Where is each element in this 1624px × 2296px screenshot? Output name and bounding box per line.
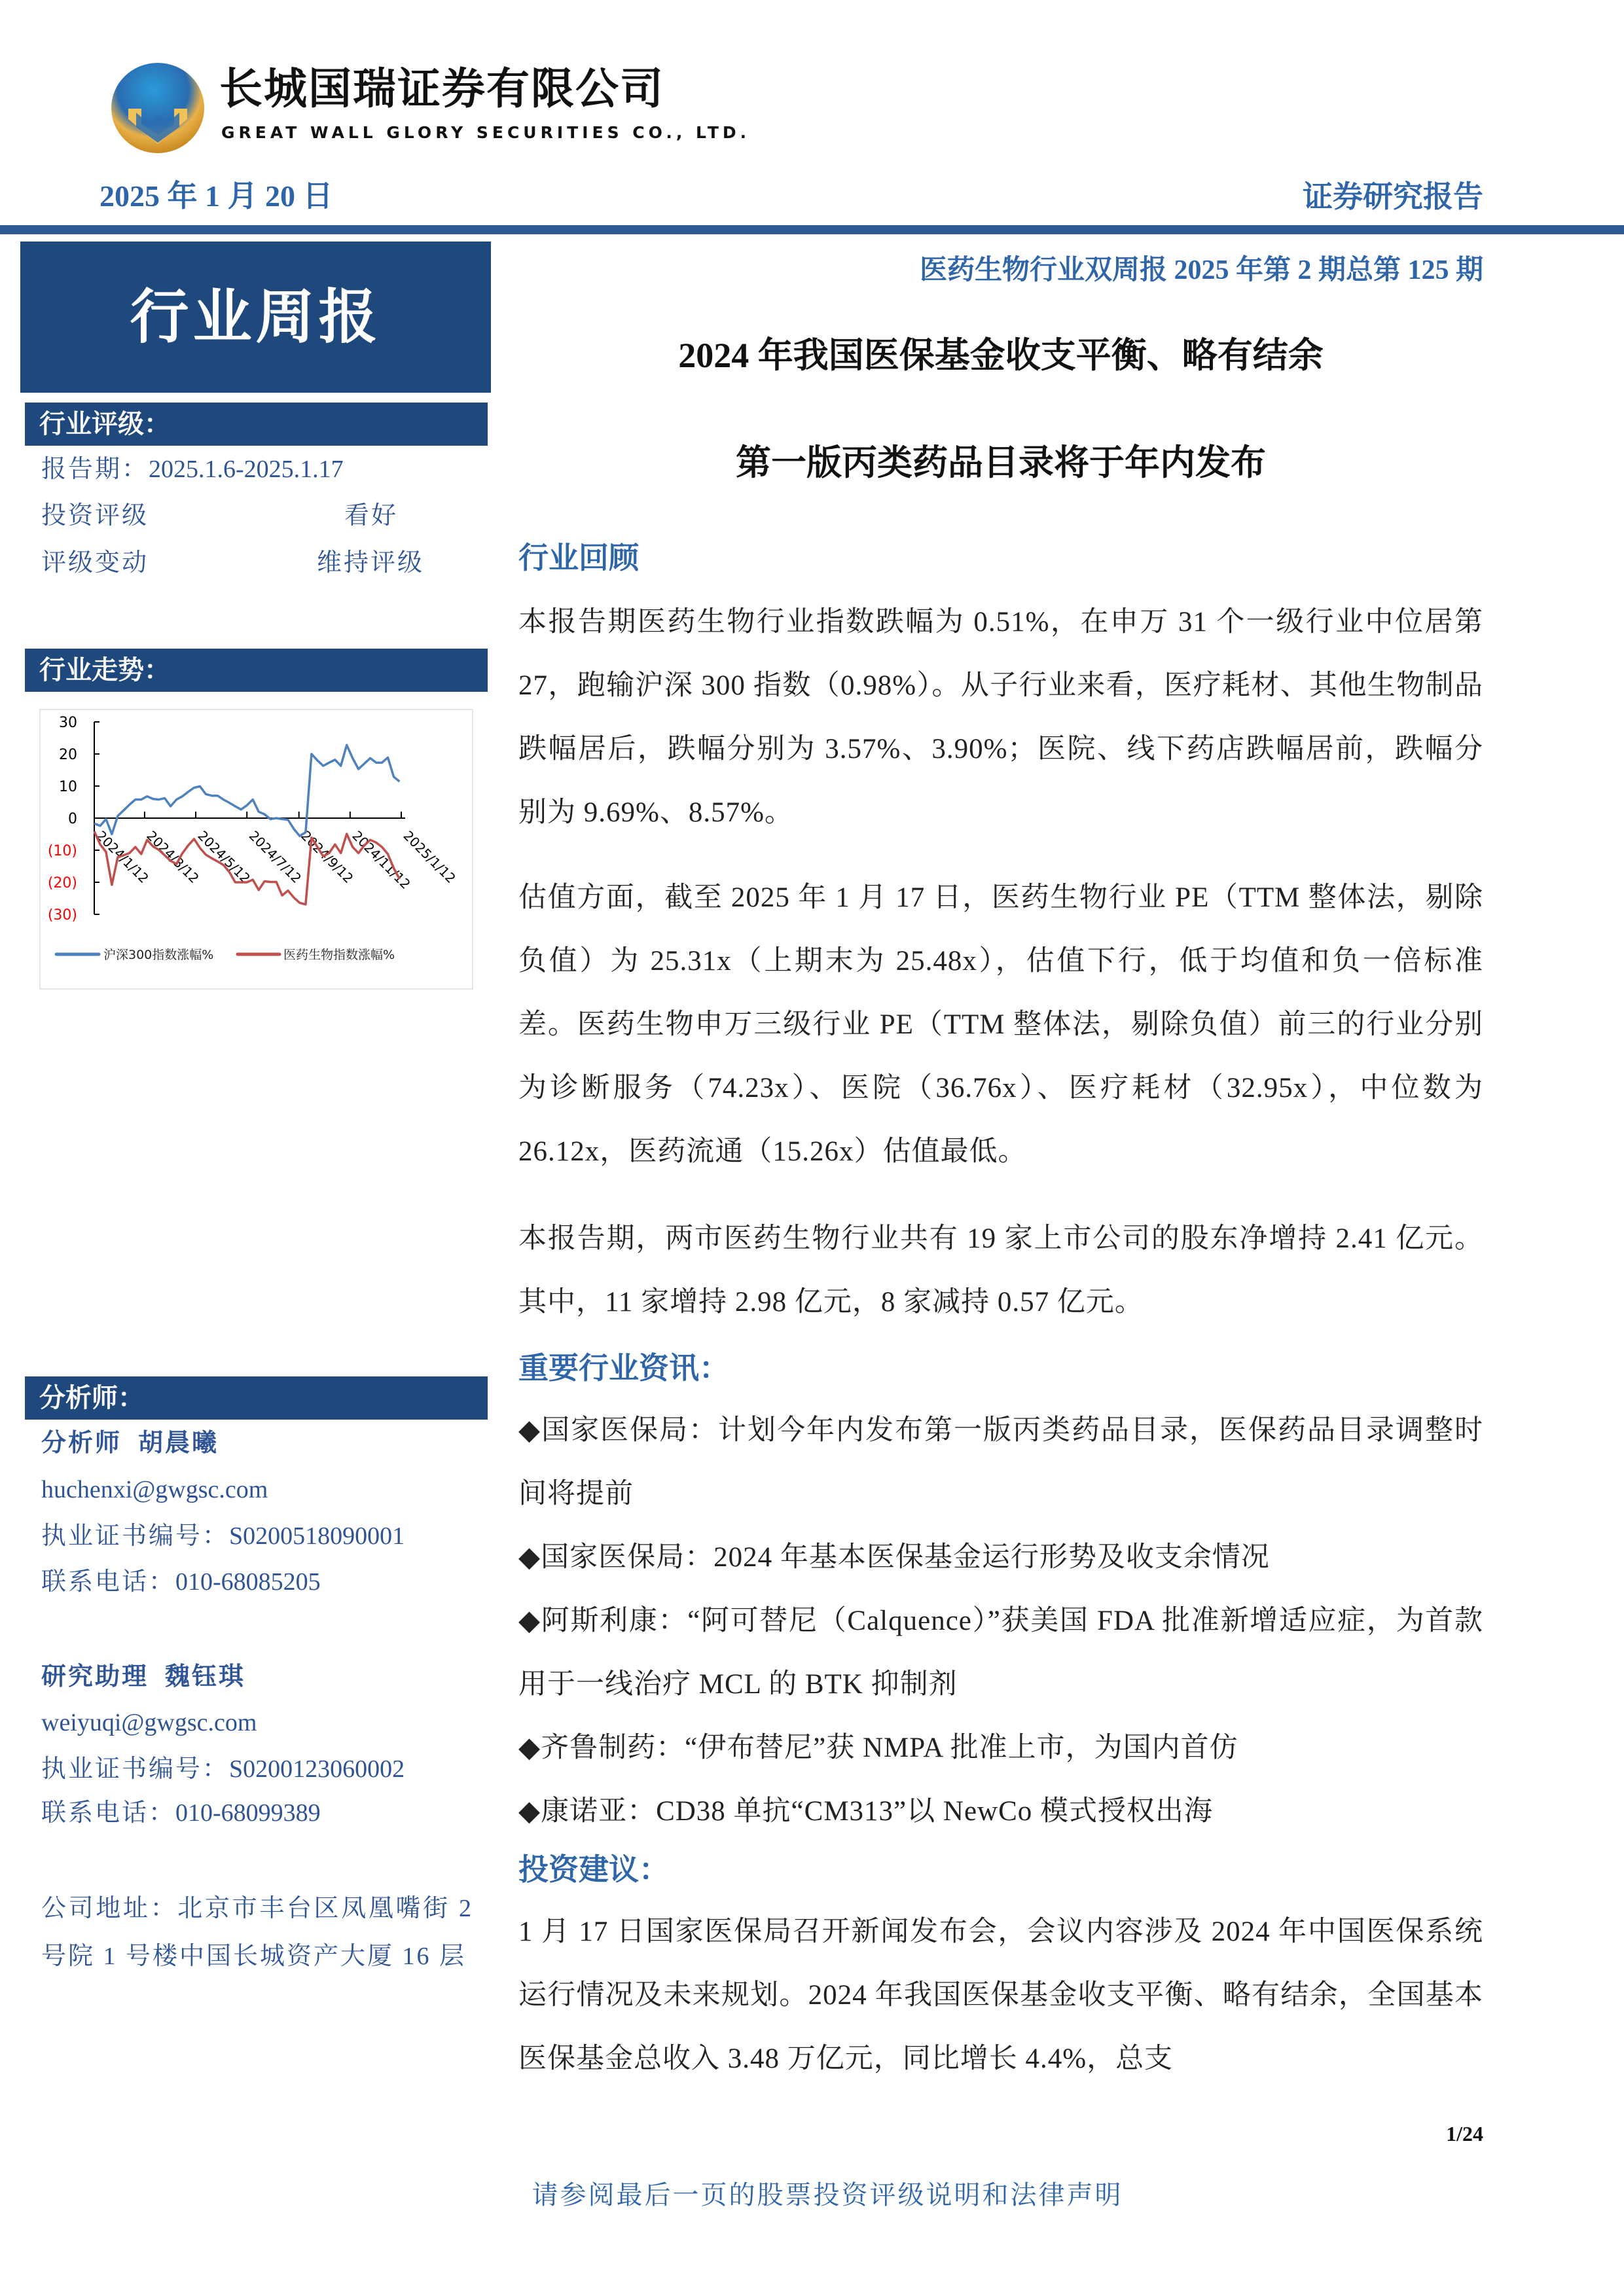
x-tick-label: 2025/1/12 [400,827,459,887]
paragraph-text: 本报告期，两市医药生物行业共有 19 家上市公司的股东净增持 2.41 亿元。其中，11 家增持 2.98 亿元，8 家减持 0.57 亿元。 [518,1223,1483,1318]
series-line-1 [94,745,399,836]
phone-value: 010-68099389 [175,1799,321,1827]
phone-label: 联系电话： [41,1568,176,1596]
review-paragraph-1 [518,590,1483,844]
news-item: ◆国家医保局：计划今年内发布第一版丙类药品目录，医保药品目录调整时间将提前 [518,1415,1483,1509]
advice-heading: 投资建议： [518,1852,669,1887]
phone-value: 010-68085205 [175,1568,321,1596]
legend-label: 沪深300指数涨幅% [103,948,214,962]
trend-chart [0,0,497,1001]
rating-header: 行业评级： [25,403,488,446]
y-tick-label: (30) [47,907,77,924]
news-item: ◆国家医保局：2024 年基本医保基金运行形势及收支余情况 [518,1542,1270,1573]
disclaimer-footer: 请参阅最后一页的股票投资评级说明和法律声明 [532,2180,1123,2210]
y-tick-label: 0 [68,811,77,827]
advice-paragraph [518,1900,1483,2090]
analyst-2-cert [41,1753,405,1785]
period-value: 2025.1.6-2025.1.17 [149,456,344,483]
phone-label: 联系电话： [41,1799,176,1827]
news-list [518,1399,1483,1843]
company-address: 公司地址：北京市丰台区凤凰嘴街 2 号院 1 号楼中国长城资产大厦 16 层 [41,1895,473,1970]
analyst-1-phone [41,1566,321,1598]
y-tick-label: 20 [59,747,77,763]
review-heading: 行业回顾 [518,540,639,575]
y-tick-label: (20) [47,875,77,891]
cert-label: 执业证书编号： [41,1755,230,1783]
analyst-2-role: 研究助理 [41,1663,149,1691]
x-tick-label: 2024/7/12 [245,827,305,887]
y-tick-label: (10) [47,843,77,859]
analyst-1-cert [41,1520,405,1552]
review-paragraph-3 [518,1207,1483,1334]
report-date: 2025 年 1 月 20 日 [99,179,333,213]
cert-label: 执业证书编号： [41,1522,230,1550]
analyst-header: 分析师： [25,1376,488,1420]
report-type-box: 行业周报 [20,242,491,393]
cert-value: S0200518090001 [229,1522,405,1550]
analyst-1-email[interactable]: huchenxi@gwgsc.com [41,1476,268,1503]
rating-label: 投资评级 [41,502,149,529]
news-item: ◆阿斯利康：“阿可替尼（Calquence）”获美国 FDA 批准新增适应症，为首款用于一线治疗 MCL 的 BTK 抑制剂 [518,1605,1483,1700]
change-value: 维持评级 [317,549,425,577]
analyst-1-role: 分析师 [41,1429,122,1457]
page-number: 1/24 [1446,2122,1483,2145]
x-tick-label: 2024/5/12 [194,827,254,887]
paragraph-text: 1 月 17 日国家医保局召开新闻发布会，会议内容涉及 2024 年中国医保系统运行情况及未来规划。2024 年我国医保基金收支平衡、略有结余，全国基本医保基金总收入 3.48 万亿元，同比增长 4.4%，总支 [518,1916,1483,2074]
analyst-1-name [41,1427,219,1460]
period-label: 报告期： [41,456,149,483]
analyst-2-phone [41,1797,321,1829]
news-item: ◆康诺亚：CD38 单抗“CM313”以 NewCo 模式授权出海 [518,1796,1214,1827]
x-tick-label: 2024/1/12 [93,827,152,887]
report-type: 证券研究报告 [1303,179,1483,214]
rating-value: 看好 [344,502,399,529]
change-label: 评级变动 [41,549,149,577]
main-content [518,538,1483,2090]
cert-value: S0200123060002 [229,1755,405,1783]
x-tick-label: 2024/9/12 [298,827,357,887]
company-name-en: GREAT WALL GLORY SECURITIES CO., LTD. [221,123,751,142]
paragraph-text: 估值方面，截至 2025 年 1 月 17 日，医药生物行业 PE（TTM 整体法，剔除负值）为 25.31x（上期末为 25.48x），估值下行，低于均值和负一倍标准差。医药生物申万三级行业 PE（TTM 整体法，剔除负值）前三的行业分别为诊断服务（74.23x）、医院（36.76x）、医疗耗材（32.95x），中位数为 26.12x，医药流通（15.26x）估值最低。 [518,882,1483,1167]
series-subtitle: 医药生物行业双周报 2025 年第 2 期总第 125 期 [919,255,1483,285]
company-name-cn: 长城国瑞证券有限公司 [219,63,664,114]
y-tick-label: 30 [59,715,77,731]
analyst-1-fullname: 胡晨曦 [138,1429,219,1457]
legend-label: 医药生物指数涨幅% [283,948,395,962]
report-title-1: 2024 年我国医保基金收支平衡、略有结余 [678,336,1324,375]
news-item: ◆齐鲁制药：“伊布替尼”获 NMPA 批准上市，为国内首仿 [518,1732,1238,1763]
news-heading: 重要行业资讯： [518,1350,729,1386]
analyst-2-email[interactable]: weiyuqi@gwgsc.com [41,1709,257,1736]
review-paragraph-2 [518,866,1483,1183]
paragraph-text: 本报告期医药生物行业指数跌幅为 0.51%，在申万 31 个一级行业中位居第 27，跑输沪深 300 指数（0.98%）。从子行业来看，医疗耗材、其他生物制品跌幅居后，跌幅分别为 3.57%、3.90%；医院、线下药店跌幅居前，跌幅分别为 9.69%、8.57%。 [518,607,1483,828]
y-tick-label: 10 [59,779,77,795]
report-title-2: 第一版丙类药品目录将于年内发布 [736,443,1266,482]
analyst-2-fullname: 魏钰琪 [165,1663,246,1691]
trend-header: 行业走势： [25,649,488,692]
x-tick-label: 2024/3/12 [143,827,202,887]
x-tick-label: 2024/11/12 [349,827,414,893]
analyst-2-name [41,1660,245,1693]
